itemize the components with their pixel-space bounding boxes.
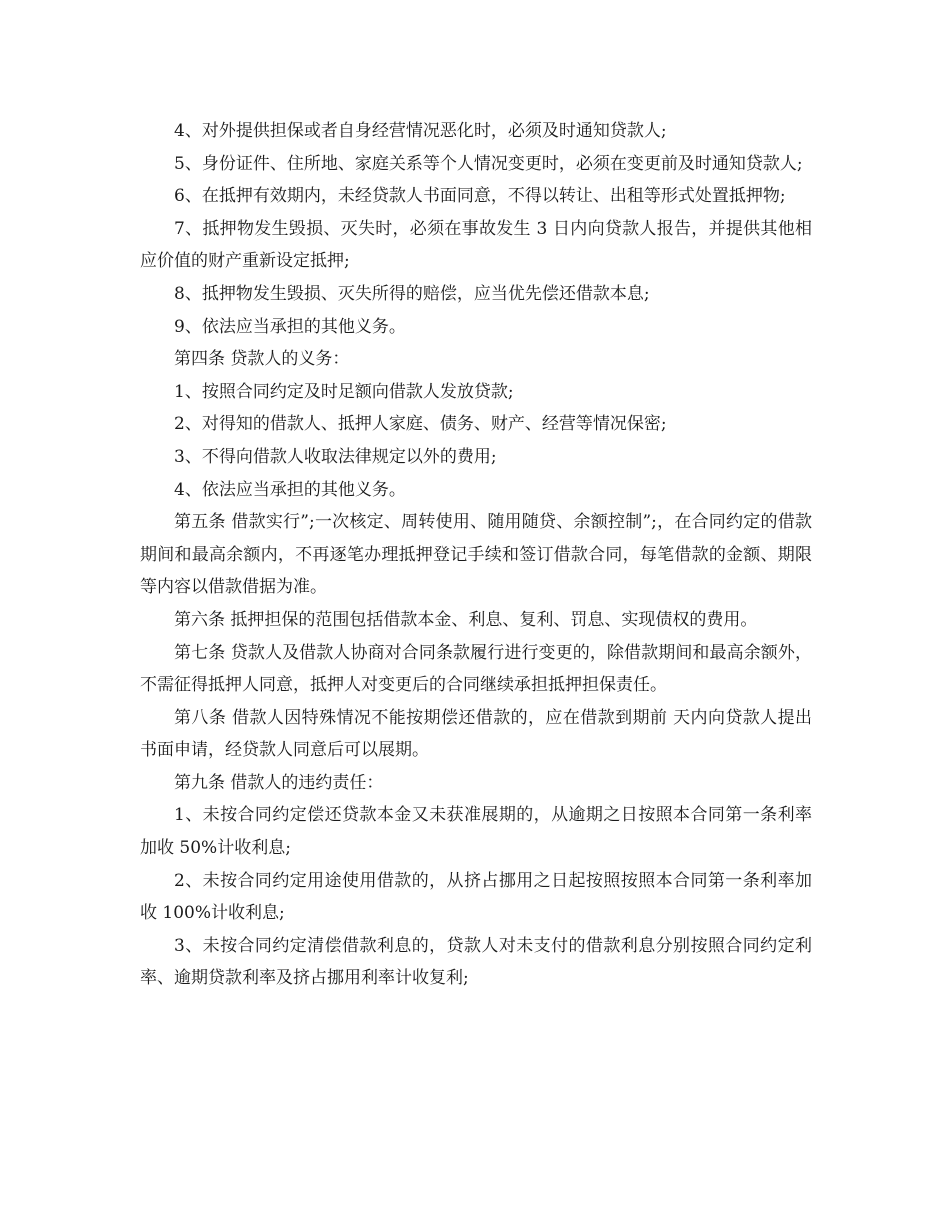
paragraph: 9、依法应当承担的其他义务。 — [174, 316, 406, 337]
paragraph: 2、未按合同约定用途使用借款的，从挤占挪用之日起按照按照本合同第一条利率加收 100%计收利息; — [140, 870, 812, 924]
paragraph: 7、抵押物发生毁损、灭失时，必须在事故发生 3 日内向贷款人报告，并提供其他相应价值的财产重新设定抵押; — [140, 218, 812, 272]
paragraph: 8、抵押物发生毁损、灭失所得的赔偿，应当优先偿还借款本息; — [174, 283, 650, 304]
article-paragraph: 第六条 抵押担保的范围包括借款本金、利息、复利、罚息、实现债权的费用。 — [174, 609, 758, 630]
paragraph: 6、在抵押有效期内，未经贷款人书面同意，不得以转让、出租等形式处置抵押物; — [174, 186, 786, 207]
article-heading: 第九条 借款人的违约责任： — [174, 772, 384, 793]
paragraph: 3、未按合同约定清偿借款利息的，贷款人对未支付的借款利息分别按照合同约定利率、逾期贷款利率及挤占挪用利率计收复利; — [140, 935, 812, 989]
article-paragraph: 第五条 借款实行”;一次核定、周转使用、随用随贷、余额控制”;，在合同约定的借款期间和最高余额内，不再逐笔办理抵押登记手续和签订借款合同，每笔借款的金额、期限等内容以借款借据为准。 — [140, 512, 812, 598]
article-heading: 第四条 贷款人的义务： — [174, 349, 350, 370]
paragraph: 4、对外提供担保或者自身经营情况恶化时，必须及时通知贷款人; — [174, 121, 667, 141]
paragraph: 5、身份证件、住所地、家庭关系等个人情况变更时，必须在变更前及时通知贷款人; — [174, 153, 803, 174]
paragraph: 4、依法应当承担的其他义务。 — [174, 479, 406, 500]
article-paragraph: 第七条 贷款人及借款人协商对合同条款履行进行变更的，除借款期间和最高余额外，不需征得抵押人同意，抵押人对变更后的合同继续承担抵押担保责任。 — [140, 642, 812, 696]
paragraph: 1、未按合同约定偿还贷款本金又未获准展期的，从逾期之日按照本合同第一条利率加收 50%计收利息; — [140, 805, 812, 859]
paragraph: 3、不得向借款人收取法律规定以外的费用; — [174, 446, 497, 467]
document-body — [140, 115, 812, 995]
paragraph: 2、对得知的借款人、抵押人家庭、债务、财产、经营等情况保密; — [174, 414, 667, 435]
article-paragraph: 第八条 借款人因特殊情况不能按期偿还借款的，应在借款到期前 天内向贷款人提出书面申请，经贷款人同意后可以展期。 — [140, 707, 812, 761]
paragraph: 1、按照合同约定及时足额向借款人发放贷款; — [174, 381, 514, 402]
